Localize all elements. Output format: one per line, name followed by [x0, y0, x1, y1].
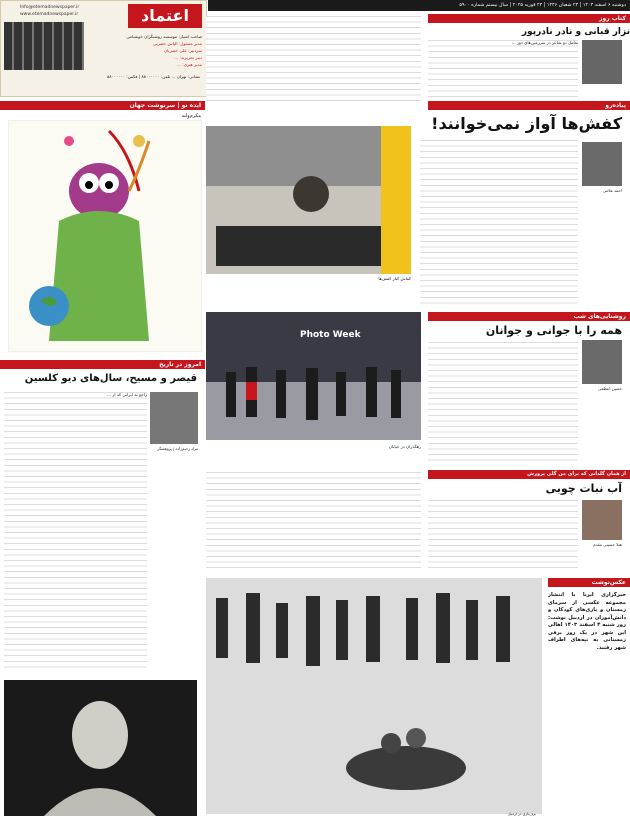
section-bar-book: کتاب روز: [428, 14, 630, 23]
masthead-email[interactable]: Info@etemadnewspaper.ir: [20, 5, 80, 10]
staff-line-2: مدیر مسئول: الیاس حضرتی: [152, 41, 202, 46]
street-photo-caption: رهگذران در خیابان: [388, 444, 421, 449]
cartoon-illustration: [8, 120, 202, 352]
staff-line-5: مدیر هنری: ...: [176, 62, 202, 67]
section-bar-photo: عکس‌نوشت: [548, 578, 630, 587]
masthead-contact: نشانی: تهران ... تلفن: ۸۸۰۰۰۰۰۰ | فکس: ۸۸۰۰۰۰۰۰: [107, 74, 200, 79]
cartoon-drawing: [9, 121, 201, 351]
bust-image: [4, 680, 197, 816]
street-photo-label: Photo Week: [300, 330, 361, 340]
article1-title: کفش‌ها آواز نمی‌خوانند!: [431, 114, 622, 133]
staff-line-4: دبیر تحریریه: ...: [174, 55, 202, 60]
book-author-photo: [582, 40, 622, 84]
shoes-photo-caption: کفاش کنار کفش‌ها: [378, 276, 411, 281]
article3-author-photo: [582, 500, 622, 540]
article3-body: [428, 500, 578, 572]
history-portrait: [150, 392, 198, 444]
article1-body: [420, 140, 578, 308]
cartoon-caption: مکرم‌ولنه: [181, 113, 201, 119]
book-title: نزار قبانی و نادر نادرپور: [521, 27, 630, 37]
portrait-caption: مراد رحیم‌زاده | پژوهشگر: [157, 446, 198, 451]
section-bar-opinion: ایده نو | سرنوشت جهان: [0, 101, 205, 110]
photo-note: خبرگزاری ایرنا با انتشار مجموعه عکسی از سرمای زمستان و بازی‌های کودکان و دانش‌آموزان در اردبیل نوشت: روز شنبه ۴ اسفند ۱۴۰۳ اهالی این شهر در یک روز برفی زمستانی به تپه‌های اطراف شهر رفتند.: [548, 592, 626, 651]
book-body: تعامل دو شاعر در سرزمین‌های دور ...: [428, 40, 578, 98]
snow-photo-caption: برف‌بازی در اردبیل: [507, 812, 536, 816]
masthead-logo: اعتماد: [128, 4, 202, 28]
middle-lower-text: [206, 472, 421, 572]
section-bar-article2: روشنایی‌های شب: [428, 312, 630, 321]
masthead-site[interactable]: www.etemadnewspaper.ir: [20, 12, 79, 17]
article2-author: حسین اعظمی: [598, 386, 622, 391]
article1-author: احمد غلامی: [602, 188, 622, 193]
section-bar-history: امروز در تاریخ: [0, 360, 205, 369]
article2-title: همه را با جوانی و جوانان: [485, 324, 622, 337]
article3-title: آب نبات چوبی: [545, 482, 622, 495]
history-body: راجع به ایرانی که از ...: [4, 392, 147, 672]
article2-author-photo: [582, 340, 622, 384]
section-bar-article1: پیاده‌رو: [428, 101, 630, 110]
masthead-thumbs: [4, 22, 84, 70]
middle-top-text: [206, 16, 421, 104]
date-line: دوشنبه ۶ اسفند ۱۴۰۳ | ۲۴ شعبان ۱۴۴۶ | ۲۴ فوریه ۲۰۲۵ | سال بیستم شماره ۵۹۰۰: [459, 3, 626, 8]
article2-body: [428, 342, 578, 462]
staff-line-1: صاحب امتیاز: موسسه روشنگران خوشنامی: [126, 34, 202, 39]
snow-photo: [206, 578, 542, 814]
section-bar-article3: از همان گلدانی که برای من گلی پرورش: [428, 470, 630, 479]
article3-author: هیلا حسینی مقدم: [593, 542, 622, 547]
history-title: قیصر و مسیح، سال‌های دیو کلسین: [24, 373, 197, 384]
staff-line-3: سردبیر: علی خضریان: [164, 48, 202, 53]
shoes-photo: [206, 126, 411, 274]
article1-author-photo: [582, 142, 622, 186]
